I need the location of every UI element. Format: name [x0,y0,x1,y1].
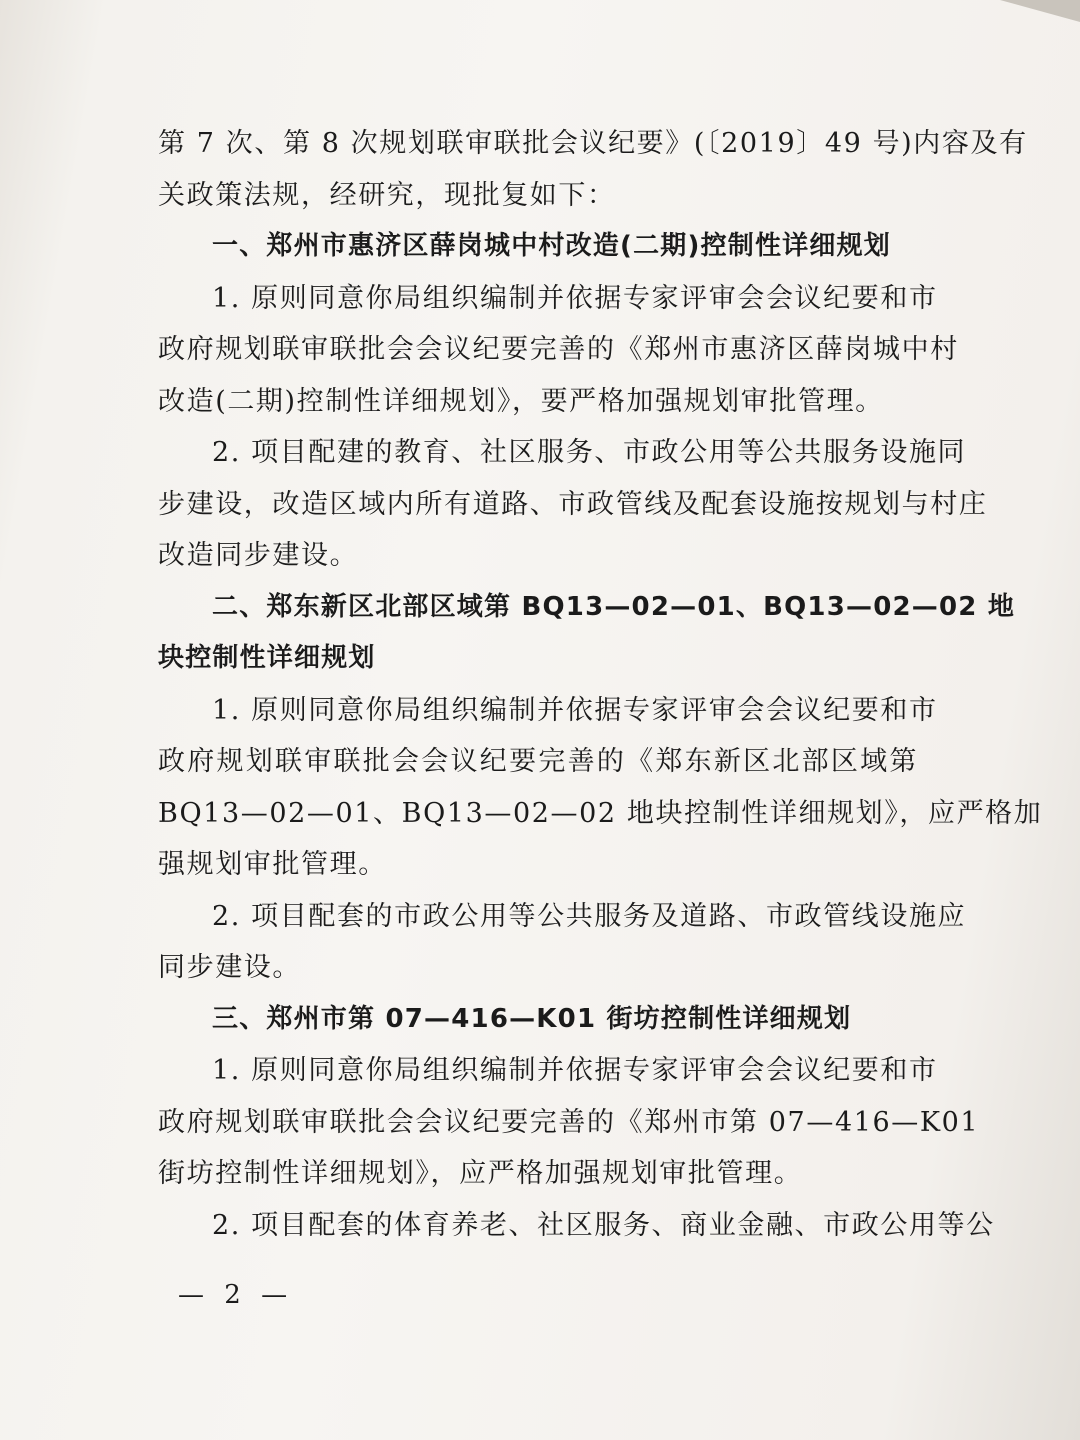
document-body [158,118,1043,1251]
paragraph-line: 同步建设。 [158,952,301,983]
paragraph-line: 街坊控制性详细规划》，应严格加强规划审批管理。 [158,1158,803,1189]
paragraph-line: 强规划审批管理。 [158,849,387,880]
paragraph-line: 1. 原则同意你局组织编制并依据专家评审会会议纪要和市 [212,1055,938,1086]
paragraph-line: 步建设，改造区域内所有道路、市政管线及配套设施按规划与村庄 [158,488,988,520]
section-heading: 一、郑州市惠济区薛岗城中村改造(二期)控制性详细规划 [212,231,891,261]
section-heading: 二、郑东新区北部区域第 BQ13—02—01、BQ13—02—02 地 [212,591,1016,622]
page-number: — 2 — [178,1280,294,1310]
paragraph-line: 政府规划联审联批会会议纪要完善的《郑州市第 07—416—K01 [158,1106,980,1138]
paragraph-line: 2. 项目配套的体育养老、社区服务、商业金融、市政公用等公 [212,1209,995,1241]
paragraph-line: 关政策法规，经研究，现批复如下： [158,179,616,211]
paragraph-line: 1. 原则同意你局组织编制并依据专家评审会会议纪要和市 [212,282,938,314]
paragraph-line: 2. 项目配建的教育、社区服务、市政公用等公共服务设施同 [212,437,967,468]
section-heading: 三、郑州市第 07—416—K01 街坊控制性详细规划 [212,1003,852,1034]
paragraph-line: 改造同步建设。 [158,540,359,571]
paragraph-line: 2. 项目配套的市政公用等公共服务及道路、市政管线设施应 [212,900,967,932]
paragraph-line: BQ13—02—01、BQ13—02—02 地块控制性详细规划》，应严格加 [158,797,1043,829]
page-corner-fold [1000,0,1080,22]
paragraph-line: 政府规划联审联批会会议纪要完善的《郑东新区北部区域第 [158,746,918,777]
section-heading: 块控制性详细规划 [158,643,376,673]
paragraph-line: 政府规划联审联批会会议纪要完善的《郑州市惠济区薛岗城中村 [158,334,959,365]
paragraph-line: 1. 原则同意你局组织编制并依据专家评审会会议纪要和市 [212,694,938,726]
paragraph-line: 第 7 次、第 8 次规划联审联批会议纪要》(〔2019〕49 号)内容及有 [158,128,1028,159]
paragraph-line: 改造(二期)控制性详细规划》，要严格加强规划审批管理。 [158,385,884,417]
